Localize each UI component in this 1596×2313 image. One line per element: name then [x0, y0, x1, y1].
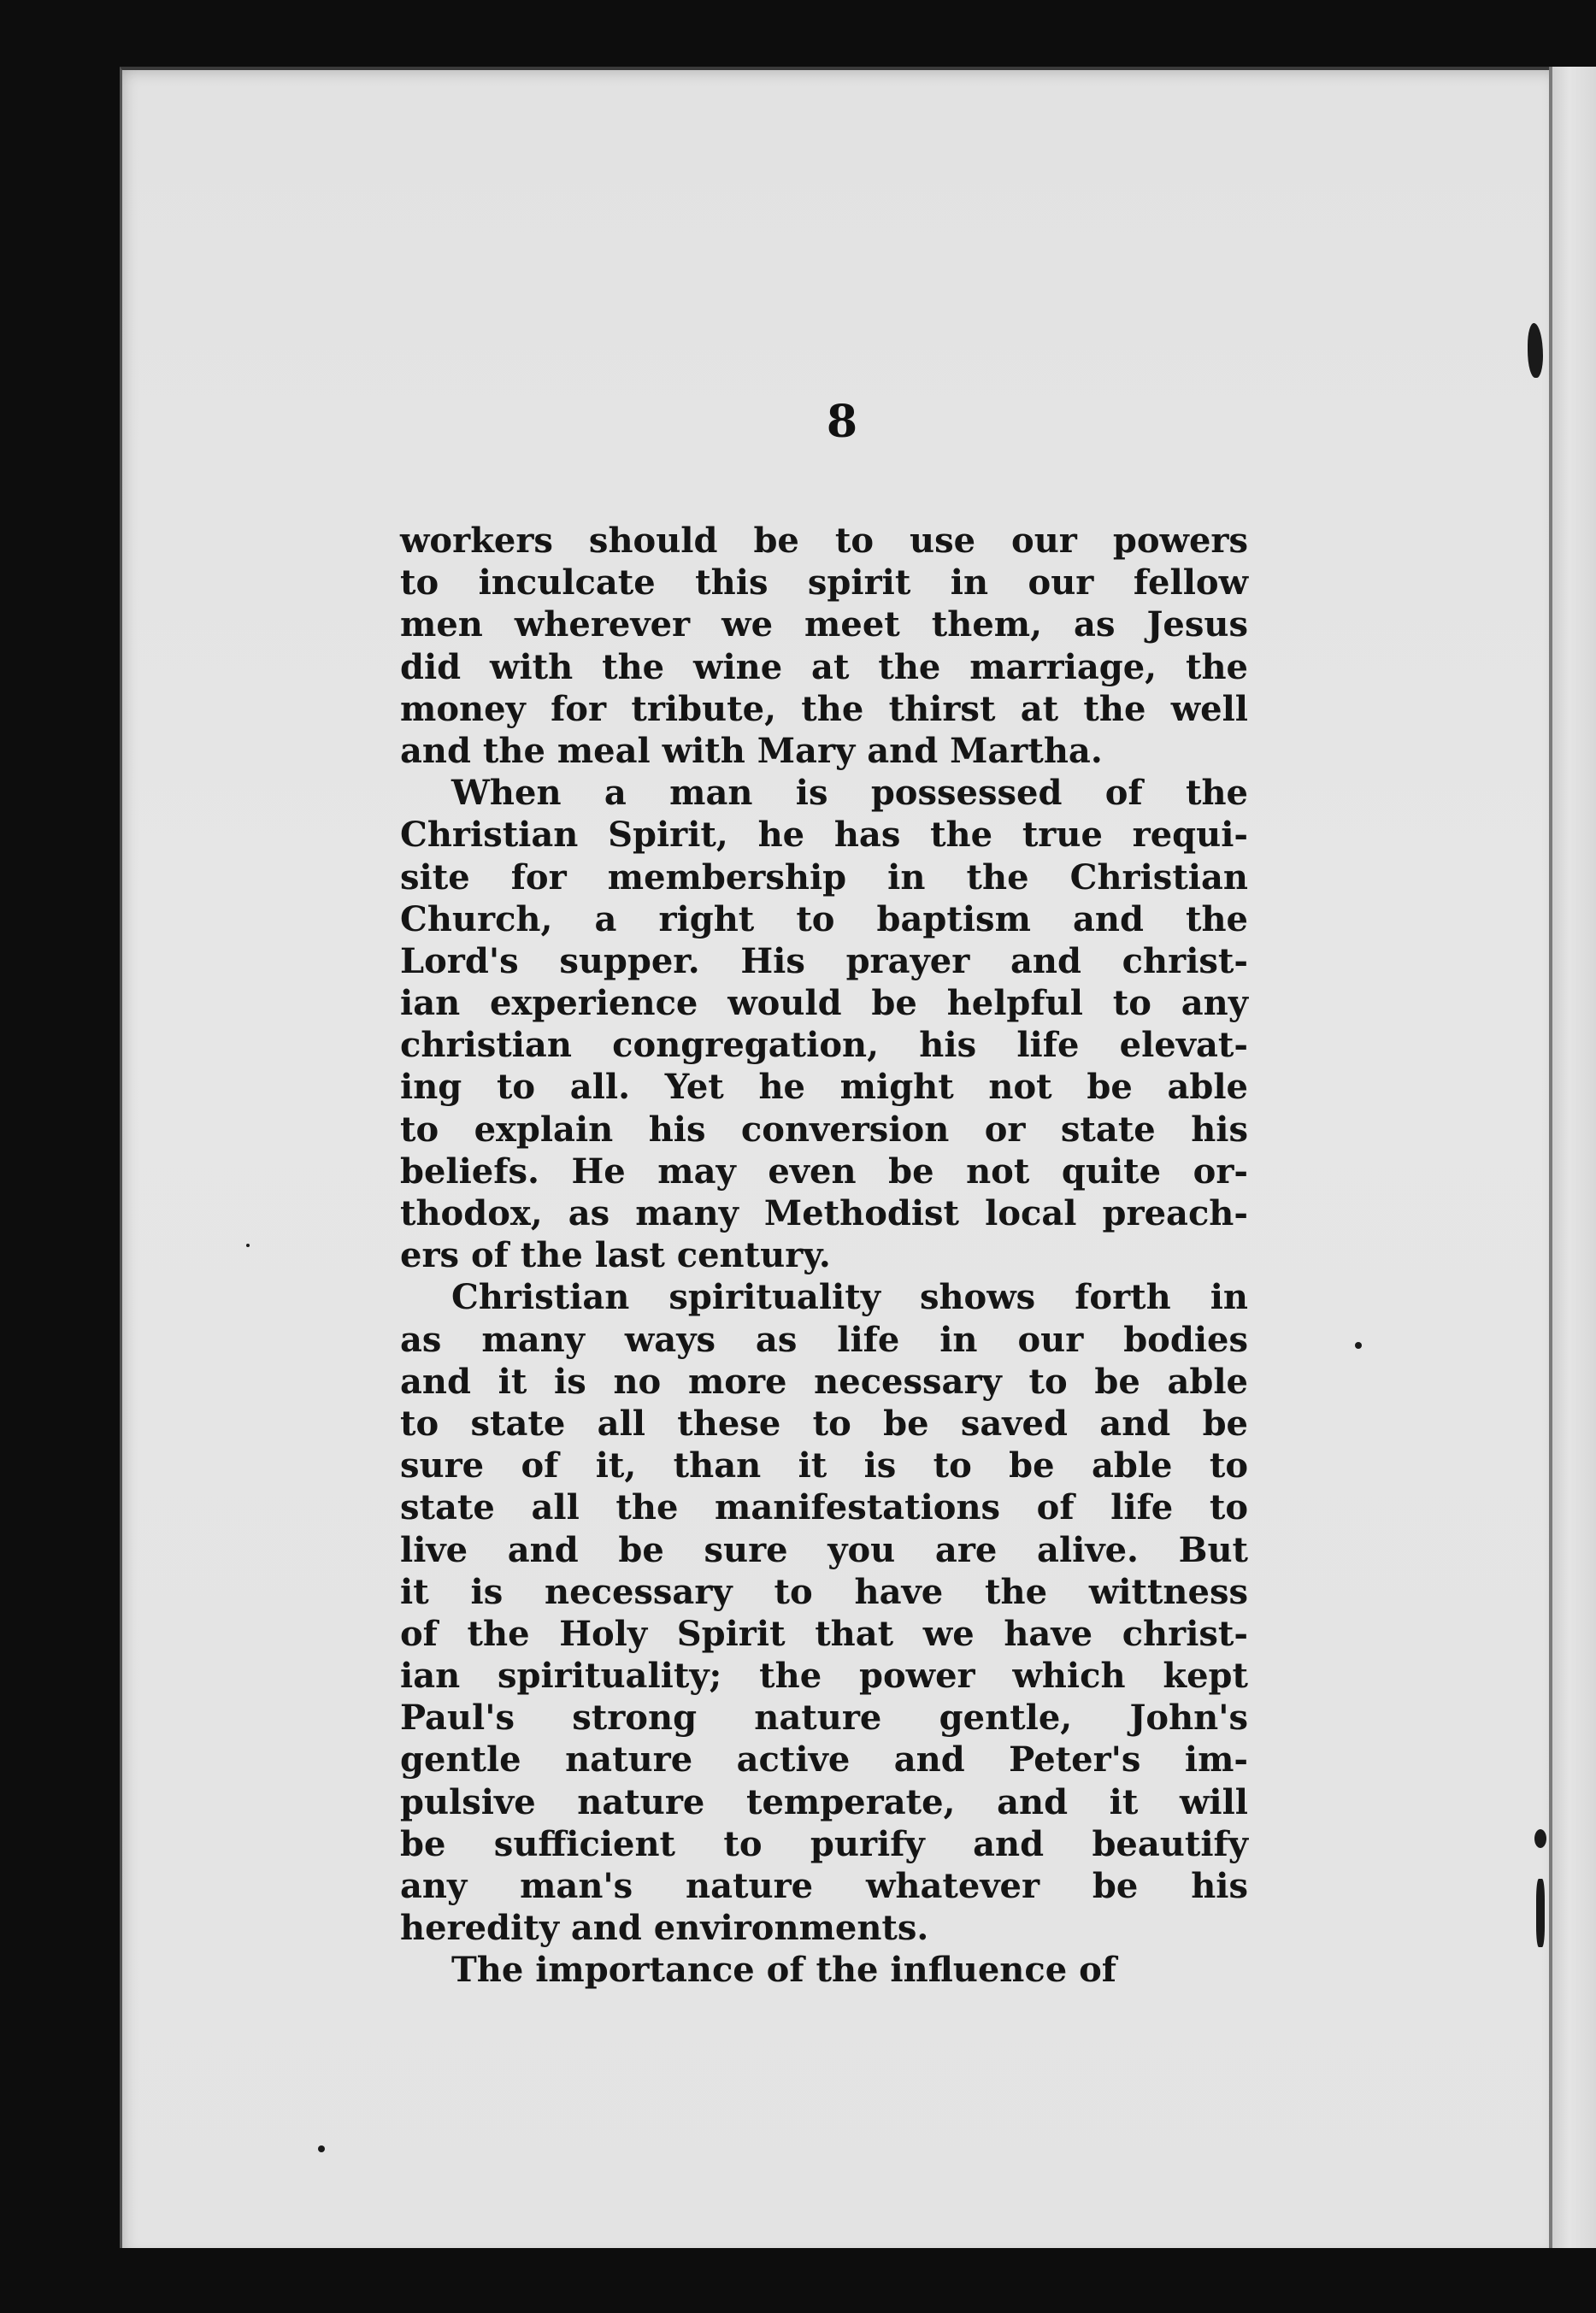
text-line: state all the manifestations of life to	[400, 1487, 1248, 1528]
scan-speck	[246, 1244, 250, 1247]
text-line: workers should be to use our powers	[400, 521, 1248, 561]
text-line: Christian Spirit, he has the true requi-	[400, 815, 1248, 856]
text-line: When a man is possessed of the	[451, 773, 1248, 814]
text-line: live and be sure you are alive. But	[400, 1529, 1248, 1570]
text-line: money for tribute, the thirst at the well	[400, 688, 1248, 729]
text-line: any man's nature whatever be his	[400, 1866, 1248, 1906]
text-line: christian congregation, his life elevat-	[400, 1025, 1248, 1066]
scan-speck	[1534, 1829, 1546, 1848]
text-line: thodox, as many Methodist local preach-	[400, 1193, 1248, 1233]
scan-speck	[1355, 1342, 1362, 1349]
text-line: men wherever we meet them, as Jesus	[400, 604, 1248, 645]
text-line: ers of the last century.	[400, 1235, 831, 1276]
text-line: and the meal with Mary and Martha.	[400, 730, 1103, 771]
text-line: heredity and environments.	[400, 1908, 929, 1949]
text-line: Paul's strong nature gentle, John's	[400, 1698, 1248, 1739]
page-fold-line	[1549, 67, 1552, 2255]
text-line: to explain his conversion or state his	[400, 1109, 1248, 1150]
text-line: Lord's supper. His prayer and christ-	[400, 940, 1248, 981]
text-line: ian experience would be helpful to any	[400, 983, 1248, 1024]
text-line: beliefs. He may even be not quite or-	[400, 1151, 1248, 1192]
text-line: pulsive nature temperate, and it will	[400, 1781, 1248, 1822]
scan-speck	[318, 2145, 325, 2152]
text-line: be sufficient to purify and beautify	[400, 1823, 1248, 1864]
text-line: to inculcate this spirit in our fellow	[400, 562, 1248, 603]
text-line: The importance of the influence of	[451, 1950, 1117, 1991]
text-line: site for membership in the Christian	[400, 856, 1248, 898]
text-line: ian spirituality; the power which kept	[400, 1656, 1248, 1697]
text-line: sure of it, than it is to be able to	[400, 1445, 1248, 1486]
text-line: to state all these to be saved and be	[400, 1403, 1248, 1444]
text-line: Church, a right to baptism and the	[400, 898, 1248, 939]
text-line: did with the wine at the marriage, the	[400, 646, 1248, 687]
scan-bottom-border	[120, 2248, 1596, 2313]
text-line: as many ways as life in our bodies	[400, 1319, 1248, 1360]
next-page-edge	[1552, 67, 1596, 2255]
page-number: 8	[826, 396, 858, 448]
text-line: gentle nature active and Peter's im-	[400, 1739, 1248, 1780]
body-text	[400, 520, 1248, 1992]
text-line: ing to all. Yet he might not be able	[400, 1067, 1248, 1108]
text-line: it is necessary to have the wittness	[400, 1571, 1248, 1612]
scan-speck	[1536, 1879, 1545, 1947]
text-line: of the Holy Spirit that we have christ-	[400, 1613, 1248, 1654]
text-line: Christian spirituality shows forth in	[451, 1277, 1248, 1318]
text-line: and it is no more necessary to be able	[400, 1361, 1248, 1402]
